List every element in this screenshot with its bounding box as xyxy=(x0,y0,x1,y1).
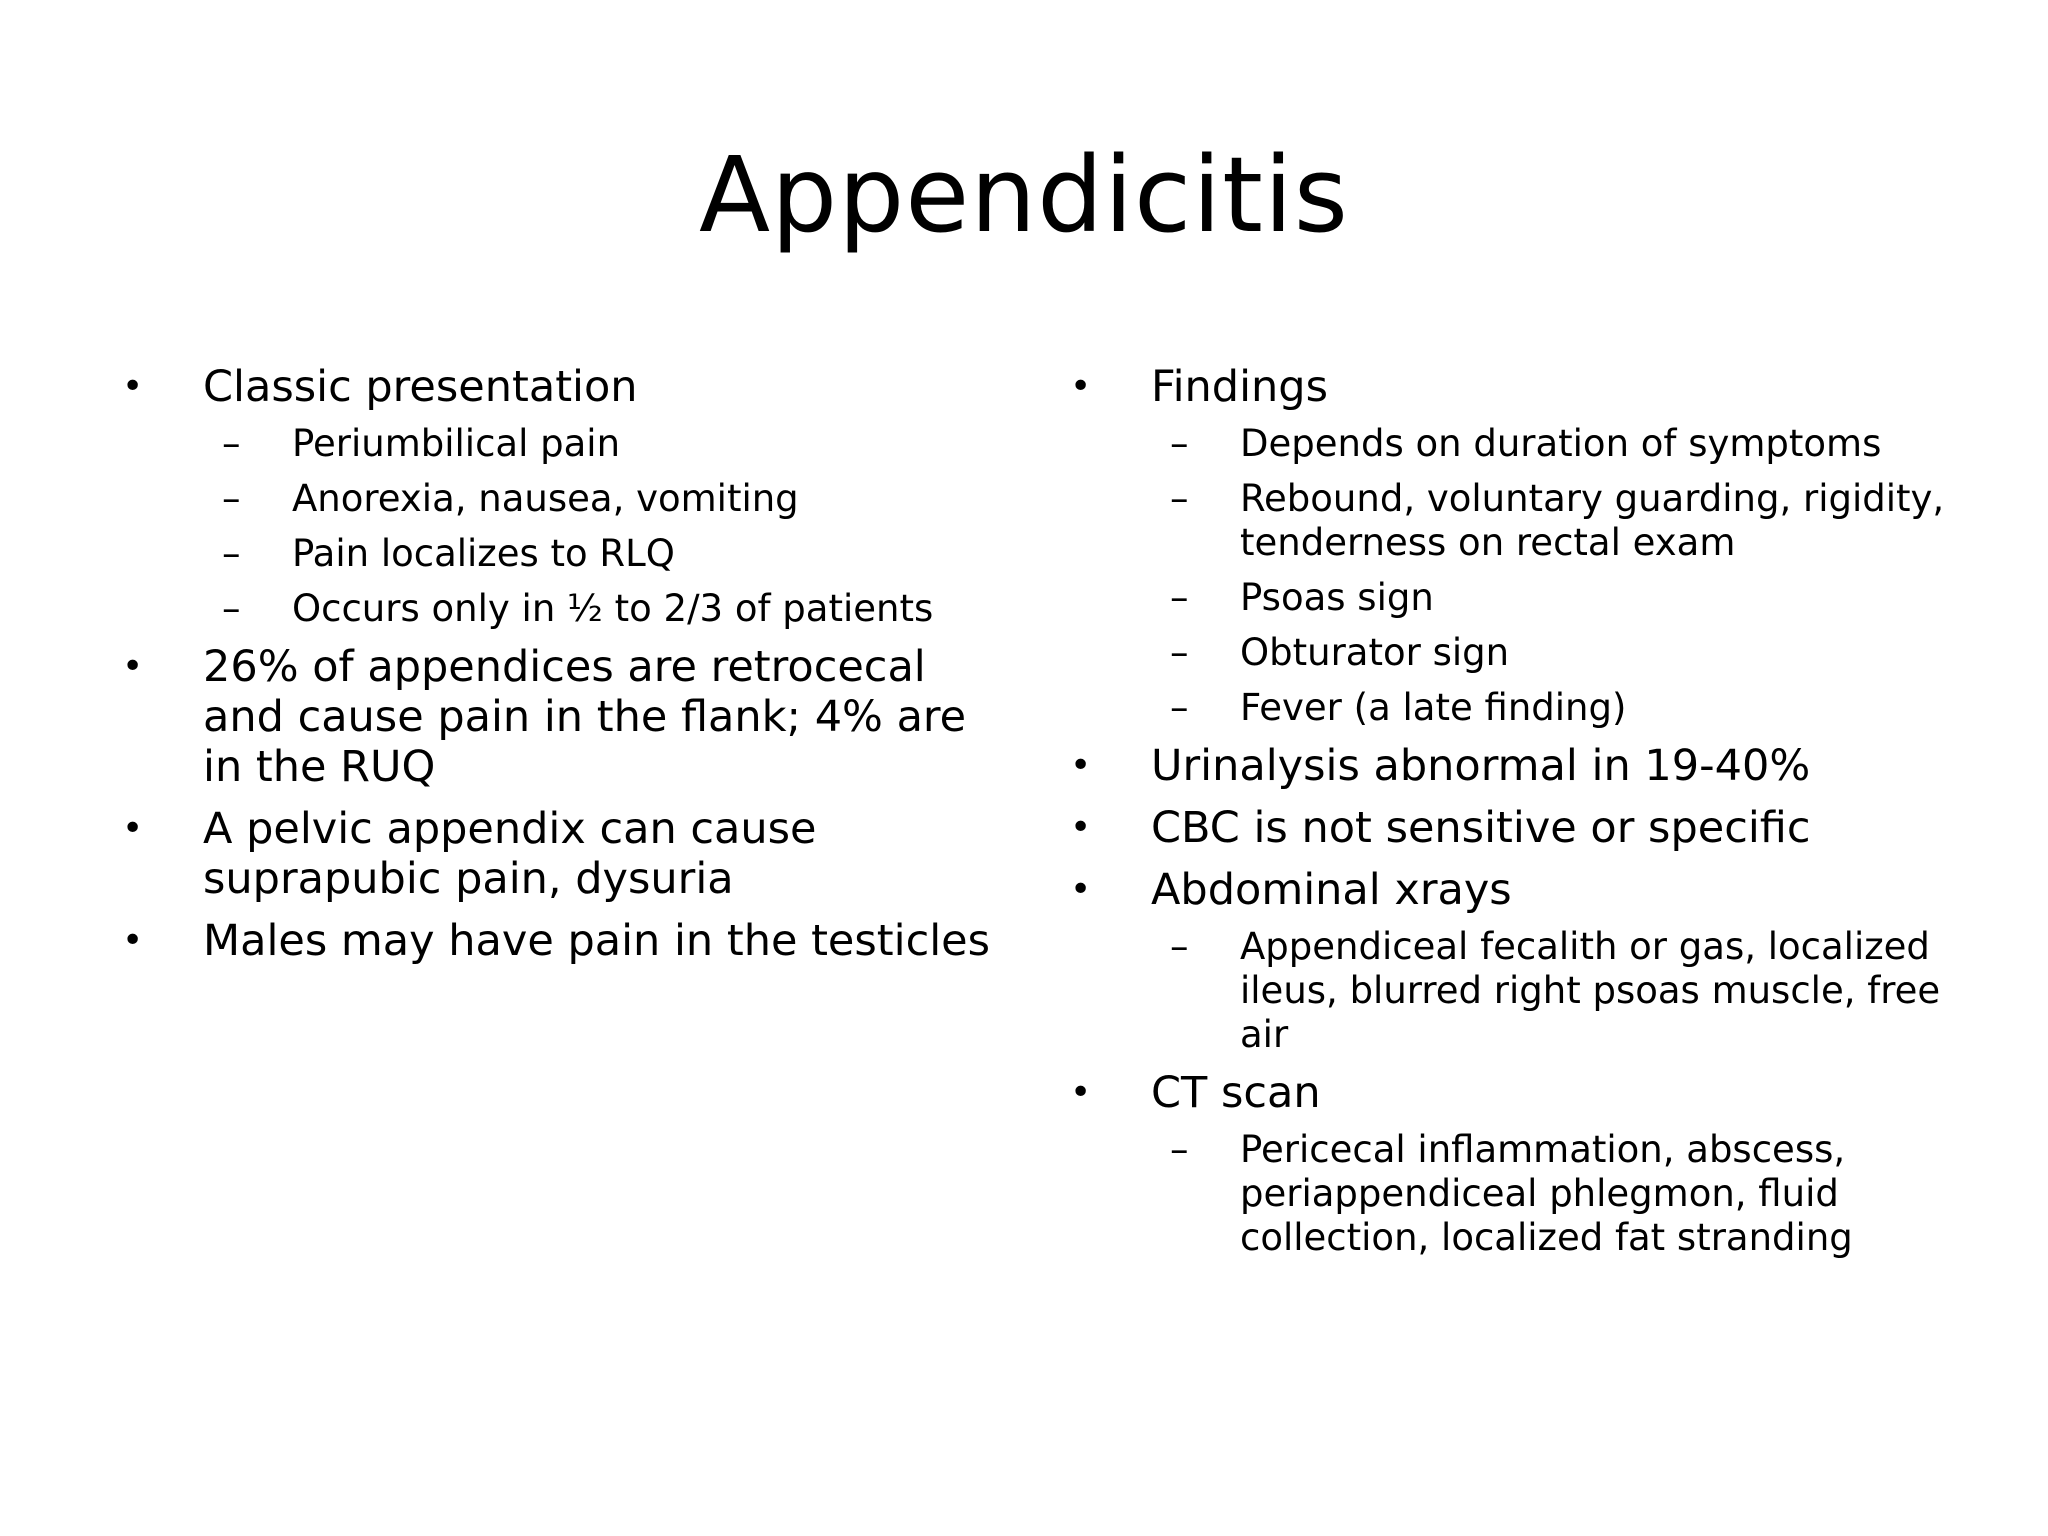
bullet-icon: • xyxy=(122,808,144,849)
dash-icon: – xyxy=(1170,422,1189,465)
sub-bullet-text: Pericecal inflammation, abscess, periappendiceal phlegmon, fluid collection, localized fat stranding xyxy=(1240,1128,1853,1259)
bullet-text: Findings xyxy=(1151,362,1328,412)
bullet-item xyxy=(118,642,1018,792)
bullet-item xyxy=(1066,1068,1966,1118)
dash-icon: – xyxy=(222,477,241,520)
bullet-item xyxy=(1066,362,1966,412)
bullet-item xyxy=(118,362,1018,412)
sub-bullet-item xyxy=(118,532,1018,576)
sub-bullet-text: Appendiceal fecalith or gas, localized ileus, blurred right psoas muscle, free air xyxy=(1240,925,1941,1056)
bullet-icon: • xyxy=(1070,869,1092,910)
bullet-item xyxy=(1066,865,1966,915)
sub-bullet-text: Periumbilical pain xyxy=(292,422,621,465)
bullet-icon: • xyxy=(122,366,144,407)
sub-bullet-item xyxy=(1066,477,1966,565)
bullet-text: Urinalysis abnormal in 19-40% xyxy=(1151,741,1811,791)
sub-bullet-text: Psoas sign xyxy=(1240,576,1434,619)
bullet-icon: • xyxy=(122,920,144,961)
dash-icon: – xyxy=(222,532,241,575)
sub-bullet-item xyxy=(1066,576,1966,620)
sub-bullet-item xyxy=(1066,1128,1966,1260)
sub-bullet-item xyxy=(1066,686,1966,730)
dash-icon: – xyxy=(1170,925,1189,968)
bullet-icon: • xyxy=(1070,366,1092,407)
sub-bullet-text: Pain localizes to RLQ xyxy=(292,532,675,575)
bullet-item xyxy=(118,804,1018,904)
bullet-icon: • xyxy=(1070,807,1092,848)
sub-bullet-item xyxy=(118,587,1018,631)
bullet-text: 26% of appendices are retrocecal and cause pain in the flank; 4% are in the RUQ xyxy=(203,642,967,792)
slide-title: Appendicitis xyxy=(699,134,1349,256)
bullet-icon: • xyxy=(122,646,144,687)
bullet-text: Males may have pain in the testicles xyxy=(203,916,991,966)
dash-icon: – xyxy=(222,587,241,630)
bullet-icon: • xyxy=(1070,1072,1092,1113)
sub-bullet-text: Obturator sign xyxy=(1240,631,1510,674)
sub-bullet-item xyxy=(1066,422,1966,466)
dash-icon: – xyxy=(1170,576,1189,619)
left-column xyxy=(118,362,1018,978)
bullet-text: CT scan xyxy=(1151,1068,1321,1118)
bullet-text: CBC is not sensitive or specific xyxy=(1151,803,1811,853)
sub-bullet-text: Rebound, voluntary guarding, rigidity, tenderness on rectal exam xyxy=(1240,477,1945,564)
sub-bullet-item xyxy=(118,477,1018,521)
sub-bullet-text: Occurs only in ½ to 2/3 of patients xyxy=(292,587,934,630)
sub-bullet-item xyxy=(1066,631,1966,675)
dash-icon: – xyxy=(1170,477,1189,520)
bullet-item xyxy=(118,916,1018,966)
dash-icon: – xyxy=(1170,631,1189,674)
dash-icon: – xyxy=(222,422,241,465)
bullet-text: Classic presentation xyxy=(203,362,638,412)
sub-bullet-text: Anorexia, nausea, vomiting xyxy=(292,477,799,520)
bullet-text: Abdominal xrays xyxy=(1151,865,1512,915)
sub-bullet-item xyxy=(1066,925,1966,1057)
sub-bullet-text: Depends on duration of symptoms xyxy=(1240,422,1882,465)
dash-icon: – xyxy=(1170,1128,1189,1171)
bullet-icon: • xyxy=(1070,745,1092,786)
sub-bullet-item xyxy=(118,422,1018,466)
dash-icon: – xyxy=(1170,686,1189,729)
bullet-item xyxy=(1066,741,1966,791)
bullet-text: A pelvic appendix can cause suprapubic pain, dysuria xyxy=(203,804,817,904)
bullet-item xyxy=(1066,803,1966,853)
sub-bullet-text: Fever (a late finding) xyxy=(1240,686,1627,729)
right-column xyxy=(1066,362,1966,1271)
